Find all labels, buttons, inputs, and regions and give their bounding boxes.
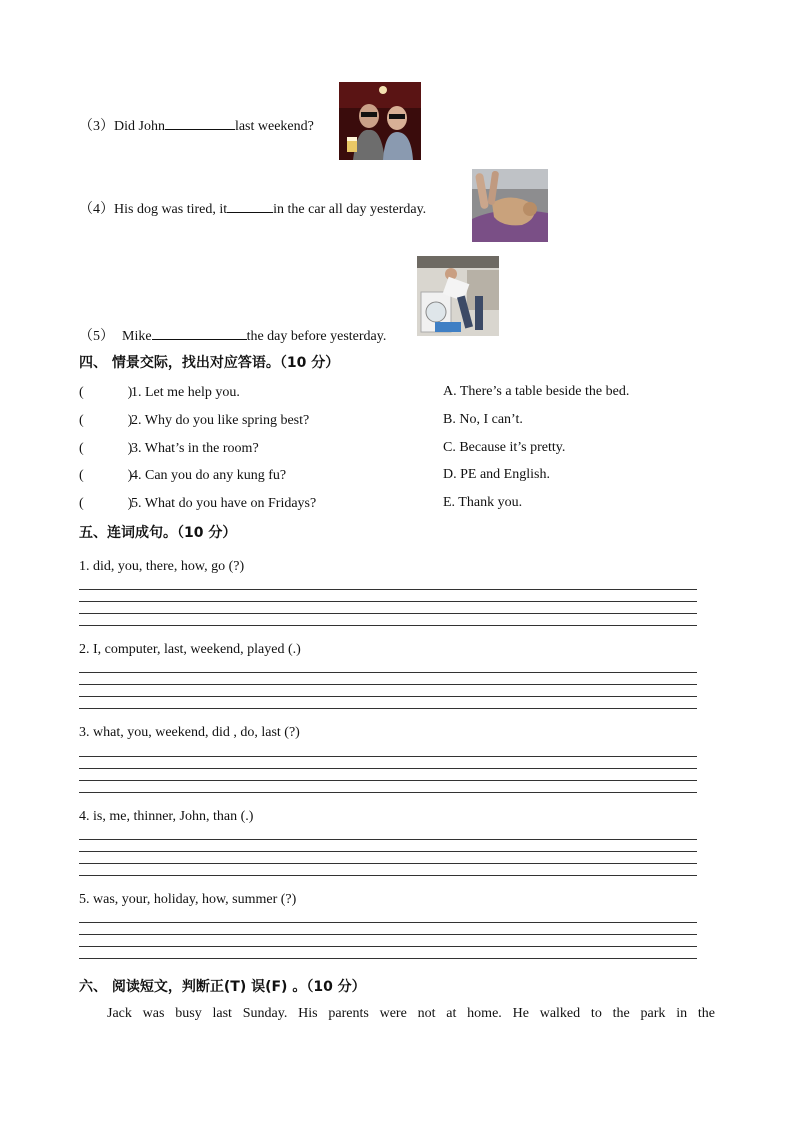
answer-option-c: C. Because it’s pretty.	[443, 440, 566, 455]
reading-passage	[79, 1006, 715, 1022]
answer-blank[interactable]	[165, 117, 235, 130]
match-question-text: 5. What do you have on Fridays?	[131, 496, 317, 511]
writing-line[interactable]	[79, 768, 697, 769]
match-question-text: 2. Why do you like spring best?	[131, 413, 310, 428]
match-question-text: 1. Let me help you.	[131, 385, 240, 400]
match-question-text: 4. Can you do any kung fu?	[131, 468, 287, 483]
writing-line[interactable]	[79, 684, 697, 685]
answer-blank[interactable]	[84, 440, 128, 452]
question-number: （3）	[79, 119, 114, 134]
match-question-5: ( )5. What do you have on Fridays?	[79, 496, 317, 511]
question-text-before: His dog was tired, it	[114, 202, 228, 217]
writing-line[interactable]	[79, 625, 697, 626]
sentence-prompt-5: 5. was, your, holiday, how, summer (?)	[79, 892, 297, 907]
match-question-1: ( )1. Let me help you.	[79, 385, 240, 400]
answer-blank[interactable]	[84, 412, 128, 424]
writing-line[interactable]	[79, 756, 697, 757]
match-question-text: 3. What’s in the room?	[131, 441, 259, 456]
answer-blank[interactable]	[84, 495, 128, 507]
section-5-title: 五、连词成句。（10 分）	[79, 525, 237, 541]
section-6-title: 六、 阅读短文，判断正(T) 误(F) 。（10 分）	[79, 979, 366, 995]
writing-line[interactable]	[79, 863, 697, 864]
writing-line[interactable]	[79, 613, 697, 614]
writing-line[interactable]	[79, 672, 697, 673]
writing-line[interactable]	[79, 601, 697, 602]
match-question-2: ( )2. Why do you like spring best?	[79, 413, 310, 428]
writing-line[interactable]	[79, 934, 697, 935]
writing-line[interactable]	[79, 780, 697, 781]
answer-option-b: B. No, I can’t.	[443, 412, 523, 427]
match-question-3: ( )3. What’s in the room?	[79, 441, 259, 456]
writing-line[interactable]	[79, 589, 697, 590]
reading-passage-text: Jack was busy last Sunday. His parents were not at home. He walked to the park in the	[107, 1006, 715, 1021]
question-text-before: Did John	[114, 119, 165, 134]
question-5	[79, 325, 386, 345]
sentence-prompt-3: 3. what, you, weekend, did , do, last (?)	[79, 725, 300, 740]
question-3	[79, 115, 314, 135]
sentence-prompt-4: 4. is, me, thinner, John, than (.)	[79, 809, 254, 824]
answer-option-a: A. There’s a table beside the bed.	[443, 384, 630, 399]
answer-option-d: D. PE and English.	[443, 467, 550, 482]
question-text-after: last weekend?	[234, 119, 314, 134]
dog-in-car-image	[472, 169, 548, 242]
question-text-after: in the car all day yesterday.	[273, 202, 427, 217]
writing-line[interactable]	[79, 839, 697, 840]
writing-line[interactable]	[79, 958, 697, 959]
writing-line[interactable]	[79, 922, 697, 923]
writing-line[interactable]	[79, 851, 697, 852]
question-number: （5）	[79, 329, 114, 344]
sentence-prompt-2: 2. I, computer, last, weekend, played (.)	[79, 642, 301, 657]
match-question-4: ( )4. Can you do any kung fu?	[79, 468, 287, 483]
writing-line[interactable]	[79, 792, 697, 793]
answer-blank[interactable]	[84, 384, 128, 396]
question-4	[79, 198, 426, 218]
writing-line[interactable]	[79, 708, 697, 709]
question-text-after: the day before yesterday.	[246, 329, 387, 344]
writing-line[interactable]	[79, 946, 697, 947]
answer-blank[interactable]	[152, 327, 247, 340]
section-4-title: 四、 情景交际，找出对应答语。（10 分）	[79, 355, 340, 371]
question-number: （4）	[79, 202, 114, 217]
sentence-prompt-1: 1. did, you, there, how, go (?)	[79, 559, 245, 574]
washing-machine-image	[417, 256, 499, 336]
movie-theater-image	[339, 82, 421, 160]
writing-line[interactable]	[79, 696, 697, 697]
answer-blank[interactable]	[84, 467, 128, 479]
answer-option-e: E. Thank you.	[443, 495, 523, 510]
writing-line[interactable]	[79, 875, 697, 876]
answer-blank[interactable]	[227, 200, 273, 213]
question-text-before: Mike	[122, 329, 152, 344]
